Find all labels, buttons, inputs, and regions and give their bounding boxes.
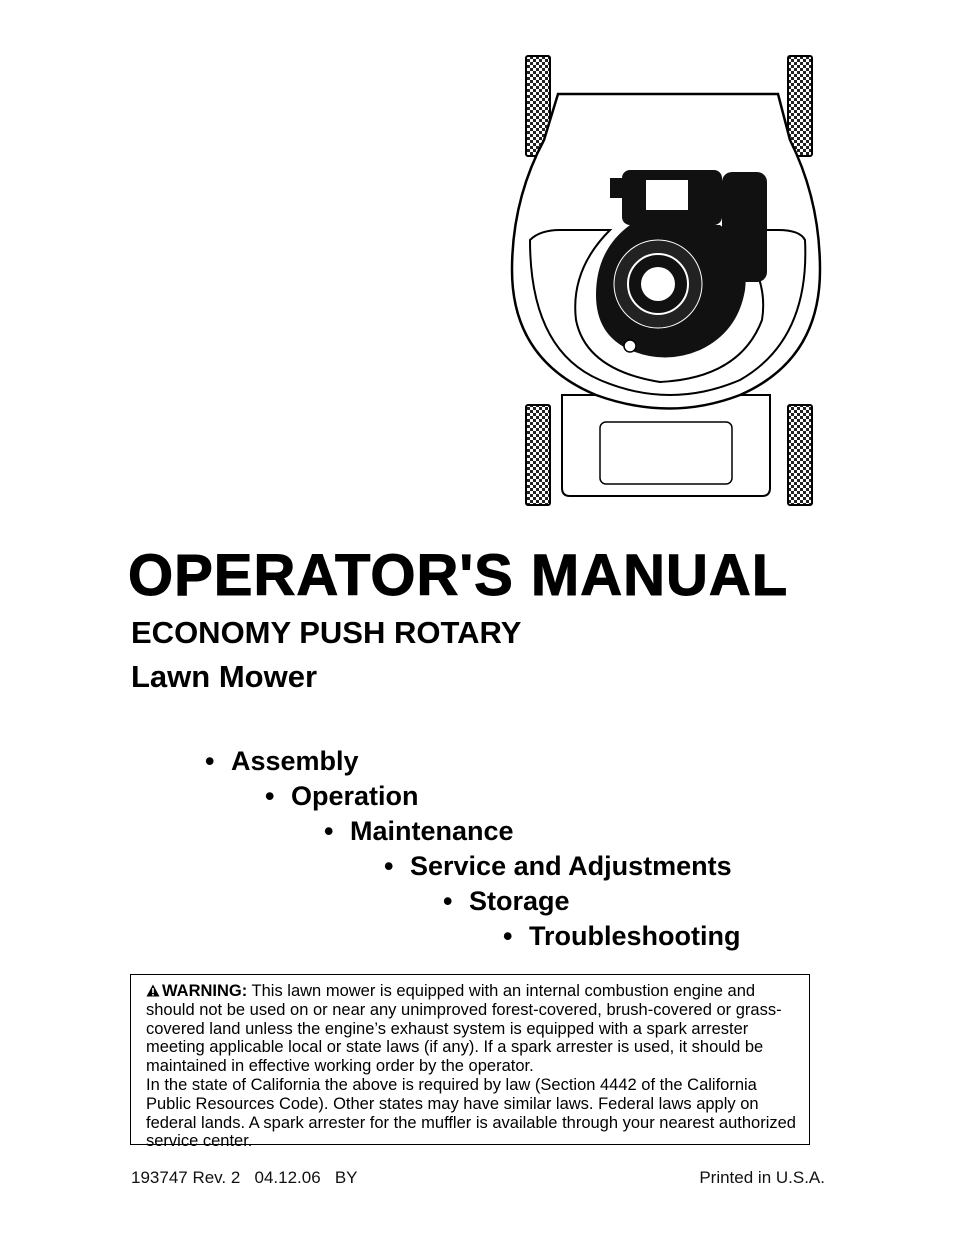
bullet-icon: • bbox=[265, 781, 275, 811]
contents-item: • Service and Adjustments bbox=[384, 851, 732, 881]
contents-item: • Troubleshooting bbox=[503, 921, 741, 951]
contents-item: • Storage bbox=[443, 886, 570, 916]
bullet-icon: • bbox=[443, 886, 453, 916]
lawn-mower-illustration bbox=[500, 50, 830, 510]
warning-paragraph-1 bbox=[146, 982, 800, 1076]
contents-item: • Assembly bbox=[205, 746, 359, 776]
contents-item: • Maintenance bbox=[324, 816, 514, 846]
printed-in: Printed in U.S.A. bbox=[699, 1168, 825, 1187]
bullet-icon: • bbox=[384, 851, 394, 881]
product-name: Lawn Mower bbox=[131, 659, 318, 694]
wheel-rear-left bbox=[526, 405, 550, 505]
warning-label: WARNING: bbox=[162, 982, 248, 1000]
wheel-rear-right bbox=[788, 405, 812, 505]
bullet-icon: • bbox=[324, 816, 334, 846]
warning-text: This lawn mower is equipped with an internal combustion engine and should not be used on or near any unimproved forest-covered, brush-covered or grass-covered land unless the engine’s exhaust system is equipped with a spark arrester meeting applicable local or state laws (if any). If a spark arrester is used, it should be maintained in effective working order by the operator. bbox=[146, 982, 782, 1076]
warning-triangle-icon bbox=[146, 984, 160, 997]
warning-paragraph-2: In the state of California the above is required by law (Section 4442 of the California Public Resources Code). Other states may have similar laws. Federal laws apply on federal lands. A spark arrester for the muffler is available through your nearest authorized service center. bbox=[146, 1075, 796, 1151]
warning-box bbox=[130, 974, 810, 1151]
part-number: 193747 Rev. 2 04.12.06 BY bbox=[131, 1168, 358, 1187]
bullet-icon: • bbox=[205, 746, 215, 776]
bullet-icon: • bbox=[503, 921, 513, 951]
document-title: OPERATOR'S MANUAL bbox=[128, 543, 789, 608]
contents-item: • Operation bbox=[265, 781, 419, 811]
product-type: ECONOMY PUSH ROTARY bbox=[131, 615, 522, 650]
